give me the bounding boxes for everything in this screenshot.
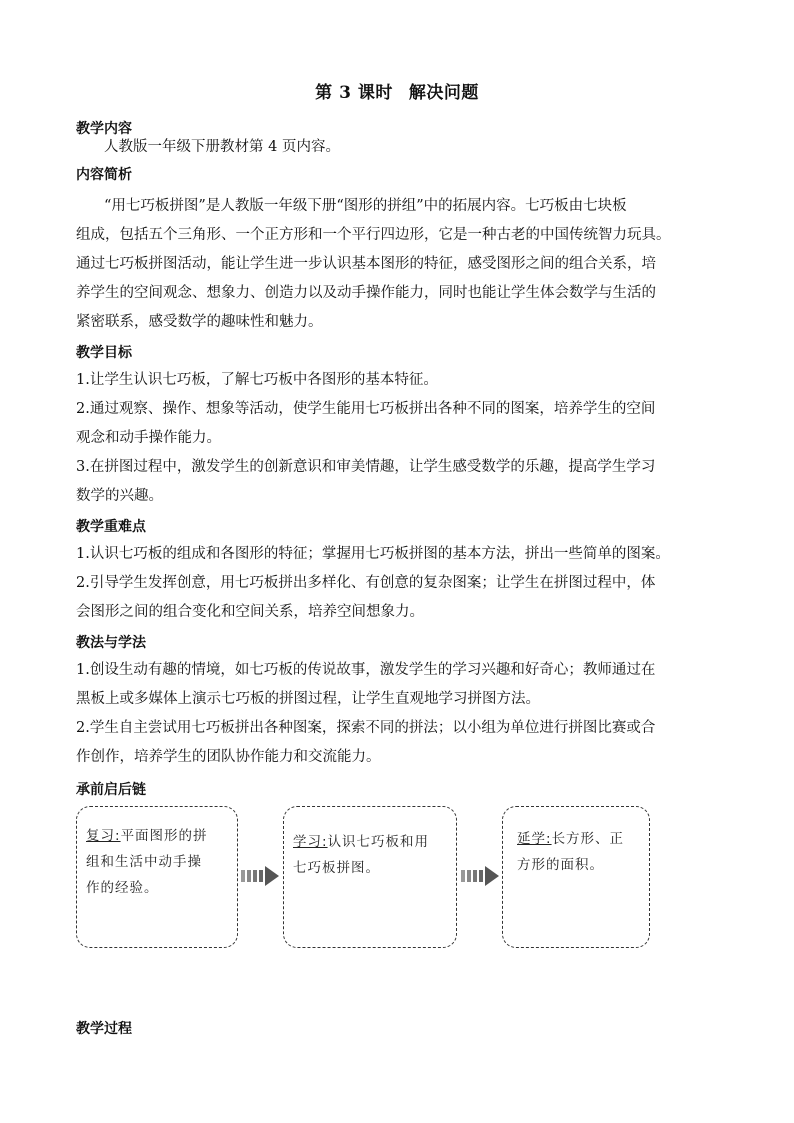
title-lesson: 第 3 课时 xyxy=(315,83,393,103)
analysis-line: 养学生的空间观念、想象力、创造力以及动手操作能力，同时也能让学生体会数学与生活的 xyxy=(76,285,656,301)
heading-teaching-goals: 教学目标 xyxy=(76,345,132,361)
heading-content-analysis: 内容简析 xyxy=(76,167,132,183)
chain-label-extend: 延学: xyxy=(517,831,552,847)
heading-teaching-process: 教学过程 xyxy=(76,1021,132,1037)
page-title xyxy=(0,78,794,103)
chain-arrow-icon xyxy=(241,865,281,887)
goal-line: 数学的兴趣。 xyxy=(76,488,163,504)
keypoint-line: 2.引导学生发挥创意，用七巧板拼出多样化、有创意的复杂图案；让学生在拼图过程中，体 xyxy=(76,575,656,591)
title-topic: 解决问题 xyxy=(408,83,479,103)
analysis-line: 通过七巧板拼图活动，能让学生进一步认识基本图形的特征，感受图形之间的组合关系，培 xyxy=(76,256,656,272)
chain-arrow-icon xyxy=(461,865,501,887)
method-line: 作创作，培养学生的团队协作能力和交流能力。 xyxy=(76,749,381,765)
teaching-content-text: 人教版一年级下册教材第 4 页内容。 xyxy=(104,139,340,155)
goal-line: 3.在拼图过程中，激发学生的创新意识和审美情趣，让学生感受数学的乐趣，提高学生学习 xyxy=(76,459,656,475)
goal-line: 1.让学生认识七巧板，了解七巧板中各图形的基本特征。 xyxy=(76,372,438,388)
analysis-line: 紧密联系，感受数学的趣味性和魅力。 xyxy=(76,314,323,330)
keypoint-line: 会图形之间的组合变化和空间关系，培养空间想象力。 xyxy=(76,604,424,620)
heading-key-points: 教学重难点 xyxy=(76,519,146,535)
heading-methods: 教法与学法 xyxy=(76,635,146,651)
method-line: 1.创设生动有趣的情境，如七巧板的传说故事，激发学生的学习兴趣和好奇心；教师通过在 xyxy=(76,662,656,678)
heading-teaching-content: 教学内容 xyxy=(76,121,132,137)
chain-box-extend-text: 延学:长方形、正 方形的面积。 xyxy=(517,831,625,873)
method-line: 2.学生自主尝试用七巧板拼出各种图案，探索不同的拼法；以小组为单位进行拼图比赛或合 xyxy=(76,720,656,736)
heading-knowledge-chain: 承前启后链 xyxy=(76,782,146,798)
chain-label-review: 复习: xyxy=(86,828,121,844)
chain-box-learn-text: 学习:认识七巧板和用 七巧板拼图。 xyxy=(293,834,430,876)
chain-box-review-text: 复习:平面图形的拼 组和生活中动手操 作的经验。 xyxy=(86,828,208,896)
method-line: 黑板上或多媒体上演示七巧板的拼图过程，让学生直观地学习拼图方法。 xyxy=(76,691,540,707)
keypoint-line: 1.认识七巧板的组成和各图形的特征；掌握用七巧板拼图的基本方法，拼出一些简单的图案。 xyxy=(76,546,670,562)
analysis-line: 组成，包括五个三角形、一个正方形和一个平行四边形，它是一种古老的中国传统智力玩具。 xyxy=(76,227,671,243)
goal-line: 2.通过观察、操作、想象等活动，使学生能用七巧板拼出各种不同的图案，培养学生的空间 xyxy=(76,401,656,417)
goal-line: 观念和动手操作能力。 xyxy=(76,430,221,446)
chain-label-learn: 学习: xyxy=(293,834,328,850)
analysis-line: “用七巧板拼图”是人教版一年级下册“图形的拼组”中的拓展内容。七巧板由七块板 xyxy=(104,198,627,214)
